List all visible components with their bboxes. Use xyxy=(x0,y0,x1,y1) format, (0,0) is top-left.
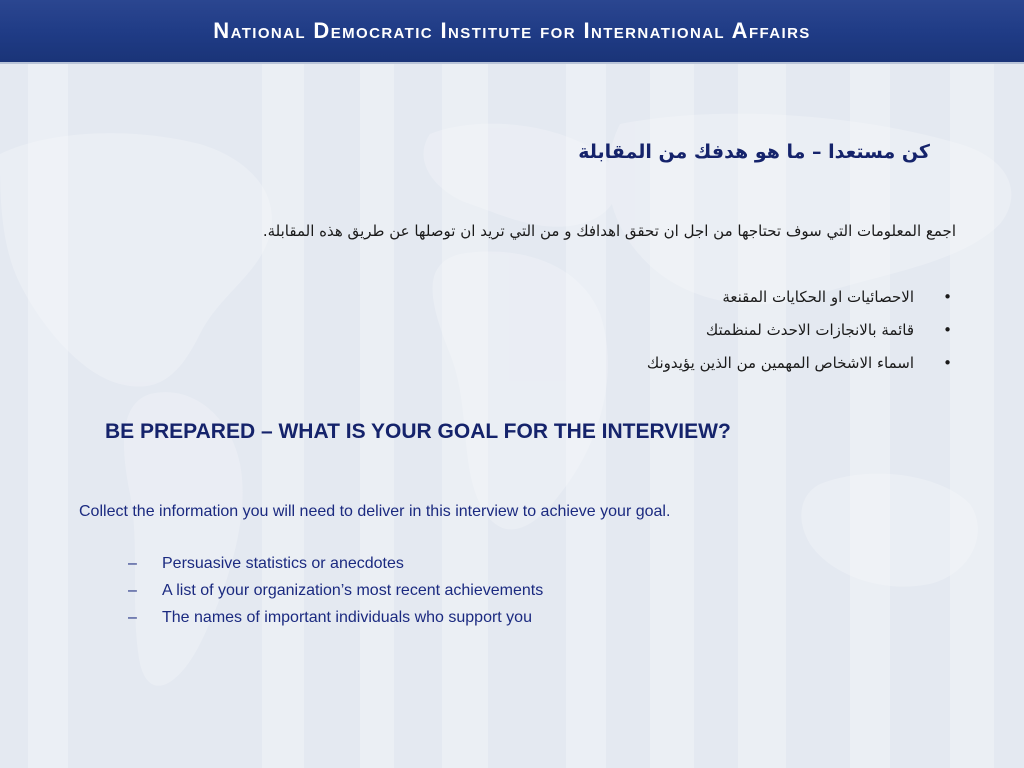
english-list-item-text: Persuasive statistics or anecdotes xyxy=(162,555,404,572)
header-title: National Democratic Institute for International Affairs xyxy=(213,18,811,43)
dash-icon: – xyxy=(128,609,137,626)
arabic-heading: كن مستعدا – ما هو هدفك من المقابلة xyxy=(578,141,930,163)
english-list-item-text: A list of your organization’s most recent achievements xyxy=(162,582,544,599)
bullet-icon: • xyxy=(943,288,952,306)
dash-icon: – xyxy=(128,555,137,572)
header-bar xyxy=(0,0,1024,64)
english-intro: Collect the information you will need to deliver in this interview to achieve your goal. xyxy=(79,503,671,520)
arabic-list-item-text: قائمة بالانجازات الاحدث لمنظمتك xyxy=(705,321,914,339)
arabic-list-item xyxy=(354,352,954,385)
english-list-item-text: The names of important individuals who support you xyxy=(162,609,532,626)
dash-icon: – xyxy=(128,582,137,599)
arabic-intro: اجمع المعلومات التي سوف تحتاجها من اجل ان تحقق اهدافك و من التي تريد ان توصلها عن طريق هذه المقابلة. xyxy=(262,222,956,240)
english-list-item xyxy=(128,606,543,633)
arabic-list-item xyxy=(354,319,954,352)
arabic-list xyxy=(354,286,954,385)
arabic-list-item-text: اسماء الاشخاص المهمين من الذين يؤيدونك xyxy=(646,354,914,372)
arabic-list-item xyxy=(354,286,954,319)
english-list-item xyxy=(128,579,543,606)
bullet-icon: • xyxy=(943,354,952,372)
bullet-icon: • xyxy=(943,321,952,339)
arabic-list-item-text: الاحصائيات او الحكايات المقنعة xyxy=(722,288,914,306)
english-heading: BE PREPARED – WHAT IS YOUR GOAL FOR THE INTERVIEW? xyxy=(105,420,731,443)
english-list xyxy=(128,552,543,633)
slide-content xyxy=(0,64,1024,768)
english-list-item xyxy=(128,552,543,579)
